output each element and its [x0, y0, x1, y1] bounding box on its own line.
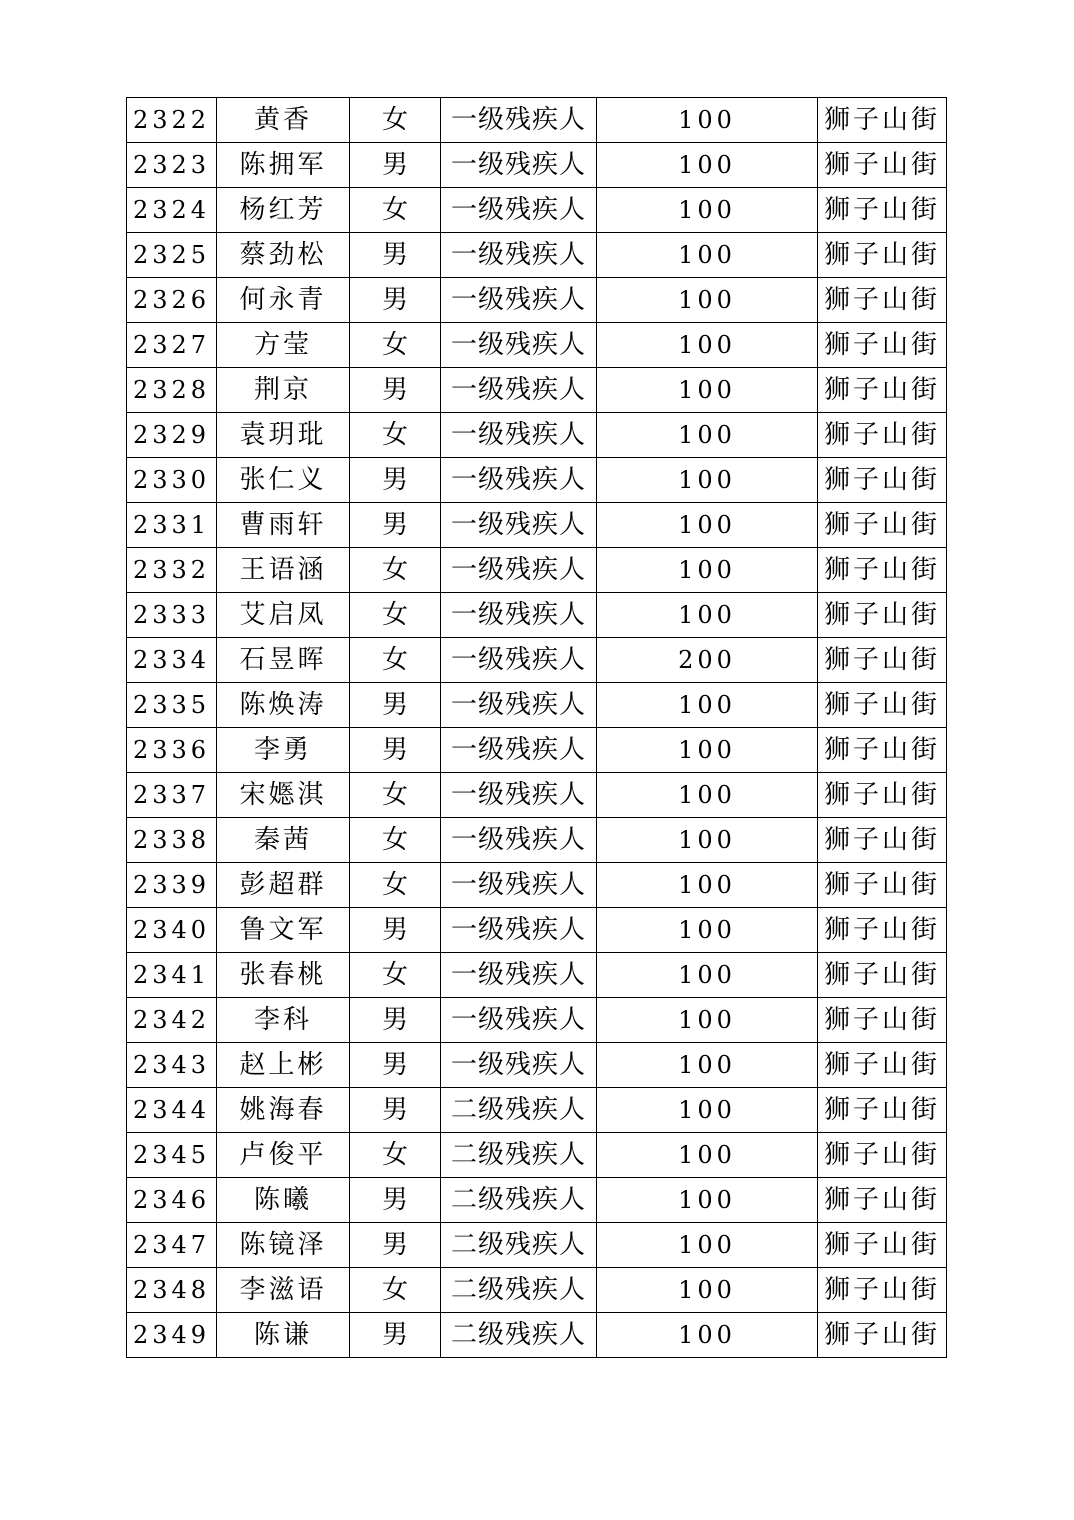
- amount-cell: 100: [597, 683, 818, 728]
- name-cell: 秦茜: [217, 818, 350, 863]
- street-cell: 狮子山街: [818, 818, 947, 863]
- disability-level-cell: 一级残疾人: [441, 728, 597, 773]
- amount-cell: 100: [597, 1268, 818, 1313]
- table-row: [127, 1043, 947, 1088]
- gender-cell: 男: [350, 458, 441, 503]
- table-row: [127, 863, 947, 908]
- amount-cell: 100: [597, 593, 818, 638]
- row-number-cell: 2324: [127, 188, 217, 233]
- gender-cell: 男: [350, 143, 441, 188]
- name-cell: 陈拥军: [217, 143, 350, 188]
- amount-cell: 100: [597, 143, 818, 188]
- street-cell: 狮子山街: [818, 1223, 947, 1268]
- amount-cell: 100: [597, 1088, 818, 1133]
- roster-table: [126, 97, 947, 1358]
- gender-cell: 男: [350, 1313, 441, 1358]
- disability-level-cell: 一级残疾人: [441, 818, 597, 863]
- row-number-cell: 2332: [127, 548, 217, 593]
- row-number-cell: 2342: [127, 998, 217, 1043]
- table-row: [127, 908, 947, 953]
- amount-cell: 200: [597, 638, 818, 683]
- row-number-cell: 2336: [127, 728, 217, 773]
- row-number-cell: 2349: [127, 1313, 217, 1358]
- table-row: [127, 1133, 947, 1178]
- name-cell: 彭超群: [217, 863, 350, 908]
- amount-cell: 100: [597, 188, 818, 233]
- table-row: [127, 368, 947, 413]
- disability-level-cell: 一级残疾人: [441, 143, 597, 188]
- table-row: [127, 1268, 947, 1313]
- row-number-cell: 2330: [127, 458, 217, 503]
- table-row: [127, 953, 947, 998]
- disability-level-cell: 一级残疾人: [441, 323, 597, 368]
- name-cell: 陈焕涛: [217, 683, 350, 728]
- table-row: [127, 998, 947, 1043]
- row-number-cell: 2329: [127, 413, 217, 458]
- name-cell: 赵上彬: [217, 1043, 350, 1088]
- street-cell: 狮子山街: [818, 593, 947, 638]
- gender-cell: 男: [350, 278, 441, 323]
- amount-cell: 100: [597, 98, 818, 143]
- street-cell: 狮子山街: [818, 458, 947, 503]
- row-number-cell: 2338: [127, 818, 217, 863]
- row-number-cell: 2348: [127, 1268, 217, 1313]
- amount-cell: 100: [597, 1223, 818, 1268]
- row-number-cell: 2337: [127, 773, 217, 818]
- table-row: [127, 143, 947, 188]
- amount-cell: 100: [597, 908, 818, 953]
- disability-level-cell: 一级残疾人: [441, 98, 597, 143]
- gender-cell: 男: [350, 998, 441, 1043]
- row-number-cell: 2326: [127, 278, 217, 323]
- row-number-cell: 2328: [127, 368, 217, 413]
- gender-cell: 男: [350, 503, 441, 548]
- gender-cell: 女: [350, 1133, 441, 1178]
- street-cell: 狮子山街: [818, 953, 947, 998]
- row-number-cell: 2325: [127, 233, 217, 278]
- name-cell: 何永青: [217, 278, 350, 323]
- name-cell: 宋嫕淇: [217, 773, 350, 818]
- name-cell: 李滋语: [217, 1268, 350, 1313]
- row-number-cell: 2323: [127, 143, 217, 188]
- gender-cell: 女: [350, 638, 441, 683]
- disability-level-cell: 一级残疾人: [441, 953, 597, 998]
- name-cell: 曹雨轩: [217, 503, 350, 548]
- row-number-cell: 2344: [127, 1088, 217, 1133]
- table-row: [127, 233, 947, 278]
- street-cell: 狮子山街: [818, 323, 947, 368]
- table-row: [127, 458, 947, 503]
- name-cell: 姚海春: [217, 1088, 350, 1133]
- gender-cell: 女: [350, 323, 441, 368]
- gender-cell: 女: [350, 863, 441, 908]
- street-cell: 狮子山街: [818, 638, 947, 683]
- amount-cell: 100: [597, 503, 818, 548]
- name-cell: 石昱晖: [217, 638, 350, 683]
- amount-cell: 100: [597, 368, 818, 413]
- name-cell: 张仁义: [217, 458, 350, 503]
- amount-cell: 100: [597, 1313, 818, 1358]
- name-cell: 蔡劲松: [217, 233, 350, 278]
- amount-cell: 100: [597, 1178, 818, 1223]
- disability-level-cell: 一级残疾人: [441, 503, 597, 548]
- row-number-cell: 2331: [127, 503, 217, 548]
- disability-level-cell: 二级残疾人: [441, 1088, 597, 1133]
- disability-level-cell: 一级残疾人: [441, 998, 597, 1043]
- name-cell: 陈谦: [217, 1313, 350, 1358]
- table-row: [127, 278, 947, 323]
- amount-cell: 100: [597, 458, 818, 503]
- row-number-cell: 2335: [127, 683, 217, 728]
- gender-cell: 女: [350, 818, 441, 863]
- gender-cell: 女: [350, 188, 441, 233]
- name-cell: 艾启凤: [217, 593, 350, 638]
- street-cell: 狮子山街: [818, 1313, 947, 1358]
- disability-level-cell: 一级残疾人: [441, 368, 597, 413]
- disability-level-cell: 二级残疾人: [441, 1268, 597, 1313]
- disability-level-cell: 二级残疾人: [441, 1223, 597, 1268]
- amount-cell: 100: [597, 773, 818, 818]
- gender-cell: 女: [350, 953, 441, 998]
- disability-level-cell: 一级残疾人: [441, 908, 597, 953]
- table-row: [127, 683, 947, 728]
- name-cell: 荆京: [217, 368, 350, 413]
- table-row: [127, 728, 947, 773]
- disability-level-cell: 一级残疾人: [441, 413, 597, 458]
- street-cell: 狮子山街: [818, 1268, 947, 1313]
- amount-cell: 100: [597, 548, 818, 593]
- gender-cell: 女: [350, 98, 441, 143]
- row-number-cell: 2343: [127, 1043, 217, 1088]
- table-row: [127, 413, 947, 458]
- street-cell: 狮子山街: [818, 998, 947, 1043]
- street-cell: 狮子山街: [818, 143, 947, 188]
- row-number-cell: 2327: [127, 323, 217, 368]
- table-row: [127, 503, 947, 548]
- street-cell: 狮子山街: [818, 503, 947, 548]
- disability-level-cell: 一级残疾人: [441, 1043, 597, 1088]
- street-cell: 狮子山街: [818, 368, 947, 413]
- table-row: [127, 1223, 947, 1268]
- gender-cell: 女: [350, 413, 441, 458]
- roster-table-body: [127, 98, 947, 1358]
- street-cell: 狮子山街: [818, 233, 947, 278]
- street-cell: 狮子山街: [818, 1178, 947, 1223]
- disability-level-cell: 一级残疾人: [441, 233, 597, 278]
- disability-level-cell: 一级残疾人: [441, 278, 597, 323]
- street-cell: 狮子山街: [818, 548, 947, 593]
- amount-cell: 100: [597, 1043, 818, 1088]
- amount-cell: 100: [597, 413, 818, 458]
- disability-level-cell: 一级残疾人: [441, 683, 597, 728]
- street-cell: 狮子山街: [818, 1043, 947, 1088]
- row-number-cell: 2322: [127, 98, 217, 143]
- gender-cell: 男: [350, 728, 441, 773]
- row-number-cell: 2345: [127, 1133, 217, 1178]
- disability-level-cell: 二级残疾人: [441, 1133, 597, 1178]
- disability-level-cell: 一级残疾人: [441, 458, 597, 503]
- gender-cell: 男: [350, 908, 441, 953]
- name-cell: 李勇: [217, 728, 350, 773]
- name-cell: 杨红芳: [217, 188, 350, 233]
- name-cell: 陈镜泽: [217, 1223, 350, 1268]
- disability-level-cell: 一级残疾人: [441, 638, 597, 683]
- gender-cell: 男: [350, 1043, 441, 1088]
- disability-level-cell: 二级残疾人: [441, 1313, 597, 1358]
- table-row: [127, 323, 947, 368]
- table-row: [127, 593, 947, 638]
- street-cell: 狮子山街: [818, 278, 947, 323]
- row-number-cell: 2346: [127, 1178, 217, 1223]
- row-number-cell: 2334: [127, 638, 217, 683]
- row-number-cell: 2341: [127, 953, 217, 998]
- table-row: [127, 638, 947, 683]
- name-cell: 方莹: [217, 323, 350, 368]
- disability-level-cell: 一级残疾人: [441, 773, 597, 818]
- disability-level-cell: 一级残疾人: [441, 863, 597, 908]
- gender-cell: 男: [350, 233, 441, 278]
- amount-cell: 100: [597, 863, 818, 908]
- amount-cell: 100: [597, 953, 818, 998]
- gender-cell: 女: [350, 773, 441, 818]
- street-cell: 狮子山街: [818, 188, 947, 233]
- name-cell: 黄香: [217, 98, 350, 143]
- row-number-cell: 2347: [127, 1223, 217, 1268]
- amount-cell: 100: [597, 323, 818, 368]
- disability-level-cell: 一级残疾人: [441, 548, 597, 593]
- disability-level-cell: 二级残疾人: [441, 1178, 597, 1223]
- table-row: [127, 548, 947, 593]
- table-row: [127, 188, 947, 233]
- street-cell: 狮子山街: [818, 1088, 947, 1133]
- table-row: [127, 773, 947, 818]
- disability-level-cell: 一级残疾人: [441, 593, 597, 638]
- table-row: [127, 1178, 947, 1223]
- table-row: [127, 1088, 947, 1133]
- name-cell: 陈曦: [217, 1178, 350, 1223]
- amount-cell: 100: [597, 278, 818, 323]
- name-cell: 袁玥玭: [217, 413, 350, 458]
- amount-cell: 100: [597, 998, 818, 1043]
- name-cell: 鲁文军: [217, 908, 350, 953]
- gender-cell: 男: [350, 1088, 441, 1133]
- table-row: [127, 1313, 947, 1358]
- table-row: [127, 818, 947, 863]
- amount-cell: 100: [597, 233, 818, 278]
- gender-cell: 男: [350, 1178, 441, 1223]
- street-cell: 狮子山街: [818, 413, 947, 458]
- gender-cell: 男: [350, 1223, 441, 1268]
- gender-cell: 女: [350, 1268, 441, 1313]
- gender-cell: 男: [350, 683, 441, 728]
- amount-cell: 100: [597, 1133, 818, 1178]
- row-number-cell: 2340: [127, 908, 217, 953]
- name-cell: 李科: [217, 998, 350, 1043]
- name-cell: 张春桃: [217, 953, 350, 998]
- street-cell: 狮子山街: [818, 98, 947, 143]
- street-cell: 狮子山街: [818, 683, 947, 728]
- row-number-cell: 2339: [127, 863, 217, 908]
- gender-cell: 男: [350, 368, 441, 413]
- amount-cell: 100: [597, 728, 818, 773]
- row-number-cell: 2333: [127, 593, 217, 638]
- name-cell: 王语涵: [217, 548, 350, 593]
- amount-cell: 100: [597, 818, 818, 863]
- gender-cell: 女: [350, 593, 441, 638]
- name-cell: 卢俊平: [217, 1133, 350, 1178]
- street-cell: 狮子山街: [818, 863, 947, 908]
- street-cell: 狮子山街: [818, 773, 947, 818]
- disability-level-cell: 一级残疾人: [441, 188, 597, 233]
- street-cell: 狮子山街: [818, 908, 947, 953]
- table-row: [127, 98, 947, 143]
- street-cell: 狮子山街: [818, 728, 947, 773]
- street-cell: 狮子山街: [818, 1133, 947, 1178]
- gender-cell: 女: [350, 548, 441, 593]
